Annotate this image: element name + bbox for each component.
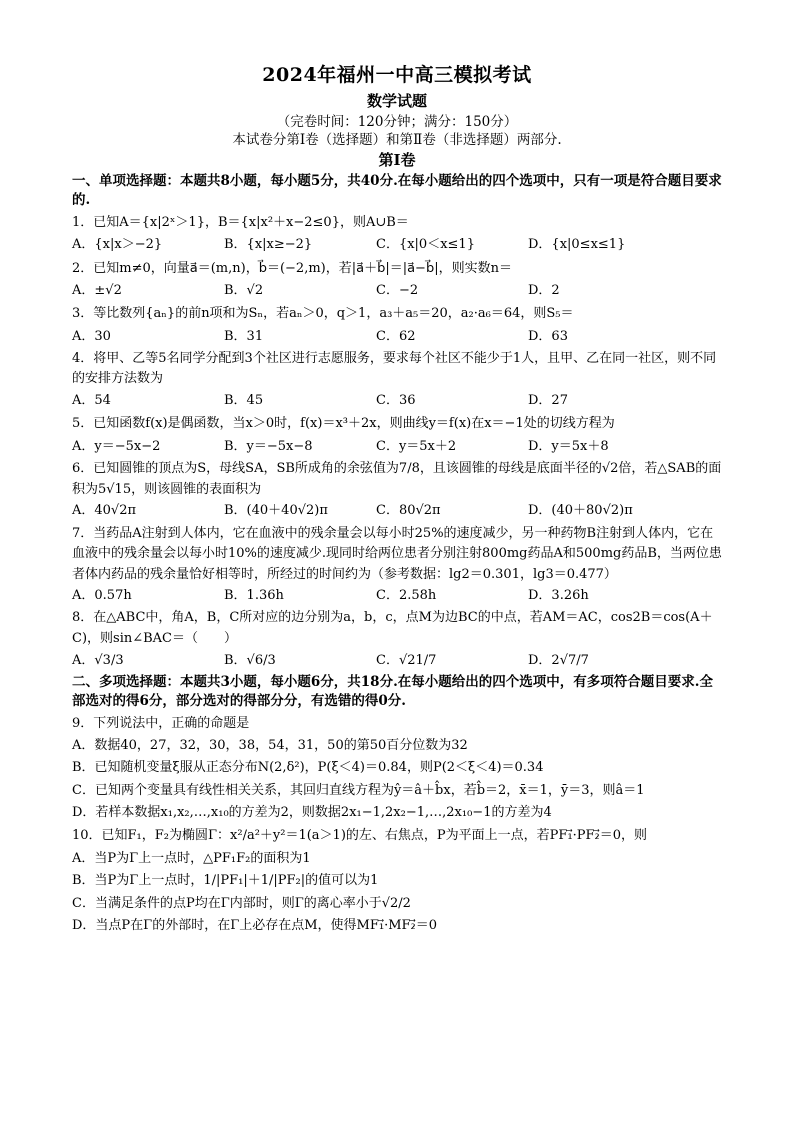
option: D．{x|0≤x≤1} <box>528 237 626 253</box>
options-row <box>72 650 722 672</box>
option: C．2.58h <box>376 588 437 604</box>
options-row <box>72 280 722 302</box>
option: B．当P为Γ上一点时，1/|PF₁|＋1/|PF₂|的值可以为1 <box>72 873 379 889</box>
question <box>72 713 722 825</box>
options-row <box>72 500 722 522</box>
time-info: （完卷时间：120分钟；满分：150分） <box>276 113 518 130</box>
question-stem: 10．已知F₁，F₂为椭圆Γ：x²/a²＋y²＝1(a＞1)的左、右焦点，P为平面上一点，若PF₁⃗·PF₂⃗＝0，则 <box>72 828 648 844</box>
question <box>72 258 722 303</box>
options-row <box>72 234 722 256</box>
question-stem: 9．下列说法中，正确的命题是 <box>72 715 250 731</box>
question-stem: 7．当药品A注射到人体内，它在血液中的残余量会以每小时25%的速度减少，另一种药物B注射到人体内，它在血液中的残余量会以每小时10%的速度减少.现同时给两位患者分别注射800mg药品A和500mg药品B，当两位患者体内药品的残余量恰好相等时，所经过的时间约为（参考数据：lg2＝0.301，lg3＝0.477） <box>72 525 722 582</box>
exam-page <box>72 64 722 938</box>
option: A．±√2 <box>72 282 122 298</box>
question <box>72 459 722 522</box>
options-row <box>72 390 722 412</box>
option: B．1.36h <box>224 588 284 604</box>
option: A．当P为Γ上一点时，△PF₁F₂的面积为1 <box>72 850 311 866</box>
question <box>72 303 722 348</box>
options-row <box>72 326 722 348</box>
option: D．2√7/7 <box>528 652 589 668</box>
option: C．80√2π <box>376 503 441 519</box>
section-heading: 二、多项选择题：本题共3小题，每小题6分，共18分.在每小题给出的四个选项中，有多项符合题目要求.全部选对的得6分，部分选对的得部分分，有选错的得0分. <box>72 673 713 709</box>
question <box>72 524 722 608</box>
option: B．31 <box>224 328 264 344</box>
question <box>72 212 722 257</box>
question-stem: 5．已知函数f(x)是偶函数，当x＞0时，f(x)＝x³＋2x，则曲线y＝f(x)在x＝−1处的切线方程为 <box>72 416 615 432</box>
option: C．−2 <box>376 282 419 298</box>
structure-info: 本试卷分第Ⅰ卷（选择题）和第Ⅱ卷（非选择题）两部分. <box>232 132 562 149</box>
question-stem: 1．已知A＝{x|2ˣ＞1}，B＝{x|x²＋x−2≤0}，则A∪B＝ <box>72 214 409 230</box>
question <box>72 413 722 458</box>
option: A．30 <box>72 328 111 344</box>
option: A．y＝−5x−2 <box>72 438 161 454</box>
option: D．当点P在Γ的外部时，在Γ上必存在点M，使得MF₁⃗·MF₂⃗＝0 <box>72 917 438 933</box>
exam-title: 2024年福州一中高三模拟考试 <box>262 64 532 86</box>
option: C．{x|0＜x≤1} <box>376 237 475 253</box>
question <box>72 349 722 412</box>
question <box>72 825 722 937</box>
option: D．3.26h <box>528 588 589 604</box>
options-row <box>72 585 722 607</box>
option: A．数据40，27，32，30，38，54，31，50的第50百分位数为32 <box>72 738 468 754</box>
question-stem: 4．将甲、乙等5名同学分配到3个社区进行志愿服务，要求每个社区不能少于1人，且甲、乙在同一社区，则不同的安排方法数为 <box>72 350 717 387</box>
volume-heading: 第Ⅰ卷 <box>378 151 416 170</box>
option: A．40√2π <box>72 503 137 519</box>
question <box>72 608 722 671</box>
question-stem: 8．在△ABC中，角A，B，C所对应的边分别为a，b，c，点M为边BC的中点，若AM＝AC，cos2B＝cos(A＋C)，则sin∠BAC＝（ ） <box>72 610 713 646</box>
option: B．已知随机变量ξ服从正态分布N(2,δ²)，P(ξ＜4)＝0.84，则P(2＜ξ＜4)＝0.34 <box>72 760 544 776</box>
option: B．45 <box>224 393 264 408</box>
option: B．√2 <box>224 282 264 298</box>
option: D．若样本数据x₁,x₂,…,x₁₀的方差为2，则数据2x₁−1,2x₂−1,…,2x₁₀−1的方差为4 <box>72 805 552 821</box>
option: B．y＝−5x−8 <box>224 438 313 454</box>
option: C．36 <box>376 393 416 408</box>
section-heading: 一、单项选择题：本题共8小题，每小题5分，共40分.在每小题给出的四个选项中，只有一项是符合题目要求的. <box>72 173 722 208</box>
option: C．当满足条件的点P均在Γ内部时，则Γ的离心率小于√2/2 <box>72 895 411 911</box>
option: A．√3/3 <box>72 652 124 668</box>
options-row <box>72 436 722 458</box>
option: B．(40＋40√2)π <box>224 503 328 519</box>
option: A．0.57h <box>72 588 132 604</box>
option: D．63 <box>528 328 568 344</box>
option: A．54 <box>72 393 111 408</box>
question-stem: 3．等比数列{aₙ}的前n项和为Sₙ，若aₙ＞0，q＞1，a₃＋a₅＝20，a₂·a₆＝64，则S₅＝ <box>72 306 574 322</box>
option: C．y＝5x＋2 <box>376 438 457 454</box>
option: C．62 <box>376 328 416 344</box>
exam-subtitle: 数学试题 <box>366 91 427 110</box>
option: D．2 <box>528 282 560 298</box>
option: D．y＝5x＋8 <box>528 438 609 454</box>
option: D．(40＋80√2)π <box>528 503 633 519</box>
option: C．√21/7 <box>376 652 437 668</box>
question-stem: 2．已知m≠0，向量a⃗＝(m,n)，b⃗＝(−2,m)，若|a⃗＋b⃗|＝|a⃗−b⃗|，则实数n＝ <box>72 260 512 276</box>
option: B．{x|x≥−2} <box>224 237 313 253</box>
option: C．已知两个变量具有线性相关关系，其回归直线方程为ŷ＝â＋b̂x，若b̂＝2，x̄＝1，ȳ＝3，则â＝1 <box>72 782 645 798</box>
option: B．√6/3 <box>224 652 276 668</box>
question-stem: 6．已知圆锥的顶点为S，母线SA，SB所成角的余弦值为7/8，且该圆锥的母线是底面半径的√2倍，若△SAB的面积为5√15，则该圆锥的表面积为 <box>72 461 722 497</box>
option: A．{x|x＞−2} <box>72 237 163 253</box>
option: D．27 <box>528 393 568 408</box>
